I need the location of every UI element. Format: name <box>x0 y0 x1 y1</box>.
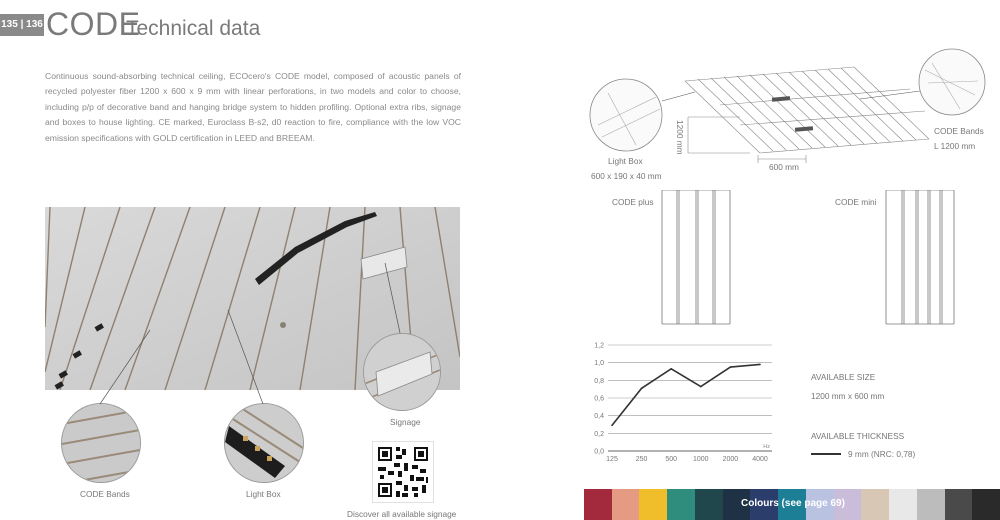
chart-x-tick-label: 500 <box>665 456 678 463</box>
legend-line <box>811 453 841 455</box>
light-box-diagram-label: Light Box <box>608 156 643 166</box>
chart-data-point <box>700 386 702 388</box>
chart-x-tick-label: 2000 <box>722 456 739 463</box>
height-dimension-text: 1200 mm <box>675 120 685 155</box>
available-thickness-value: 9 mm (NRC: 0,78) <box>848 449 916 459</box>
colour-swatch <box>639 489 667 520</box>
chart-data-point <box>730 366 732 368</box>
available-size-heading: AVAILABLE SIZE <box>811 372 876 382</box>
code-mini-panel-drawing <box>884 190 956 326</box>
chart-y-tick-label: 0,0 <box>594 448 604 456</box>
page-numbers: 135 | 136 <box>0 14 44 36</box>
code-bands-caption: CODE Bands <box>80 489 130 499</box>
chart-series-line <box>612 364 760 425</box>
chart-data-point <box>641 387 643 389</box>
page-title: CODE <box>46 6 141 42</box>
colour-swatch <box>861 489 889 520</box>
colour-swatch <box>667 489 695 520</box>
available-size-value: 1200 mm x 600 mm <box>811 391 885 401</box>
colour-swatch <box>889 489 917 520</box>
chart-data-point <box>611 425 613 427</box>
colours-link[interactable]: Colours (see page 69) <box>741 498 845 509</box>
code-plus-label: CODE plus <box>612 197 654 207</box>
chart-data-point <box>759 364 761 366</box>
code-mini-label: CODE mini <box>835 197 877 207</box>
absorption-chart <box>580 335 780 465</box>
colour-swatch <box>695 489 723 520</box>
colour-swatch <box>972 489 1000 520</box>
chart-data-point <box>670 368 672 370</box>
product-description: Continuous sound-absorbing technical ceiling, ECOcero's CODE model, composed of acoustic panels of recycled polyester fiber 1200 x 600 x 9 mm with linear perforations, in two models and color to choose, including p/p of decorative band and hanging bridge system to hidden profiling. Optional extra ribs, signage and boxes to house lighting. CE marked, Euroclass B-s2, d0 reaction to fire, compliance with the low VOC emission specifications with GOLD certification in LEED and BREEAM. <box>45 71 461 143</box>
available-thickness-heading: AVAILABLE THICKNESS <box>811 431 905 441</box>
chart-x-unit-label: Hz <box>763 444 770 450</box>
chart-y-tick-label: 0,6 <box>594 395 604 403</box>
colour-swatch <box>945 489 973 520</box>
width-dimension-label: 600 mm <box>769 162 799 172</box>
chart-x-tick-label: 250 <box>635 456 648 463</box>
chart-y-tick-label: 1,0 <box>594 360 604 368</box>
chart-y-tick-label: 0,8 <box>594 377 604 385</box>
chart-x-tick-label: 125 <box>606 456 618 463</box>
code-plus-panel-drawing <box>660 190 732 326</box>
light-box-diagram-size: 600 x 190 x 40 mm <box>591 171 662 181</box>
discover-signage-caption: Discover all available signage <box>347 509 457 519</box>
chart-x-tick-label: 4000 <box>752 456 768 463</box>
signage-caption: Signage <box>390 417 421 427</box>
page-subtitle: Technical data <box>126 17 261 40</box>
chart-x-tick-label: 1000 <box>693 456 709 463</box>
chart-y-tick-label: 1,2 <box>594 342 604 350</box>
colour-swatch <box>917 489 945 520</box>
chart-y-tick-label: 0,2 <box>594 430 604 438</box>
qr-code[interactable] <box>372 441 434 503</box>
colour-swatch <box>584 489 612 520</box>
code-bands-diagram-size: L 1200 mm <box>934 141 976 151</box>
chart-y-tick-label: 0,4 <box>594 413 604 421</box>
light-box-caption: Light Box <box>246 489 281 499</box>
colour-swatch <box>612 489 640 520</box>
code-bands-diagram-label: CODE Bands <box>934 126 984 136</box>
